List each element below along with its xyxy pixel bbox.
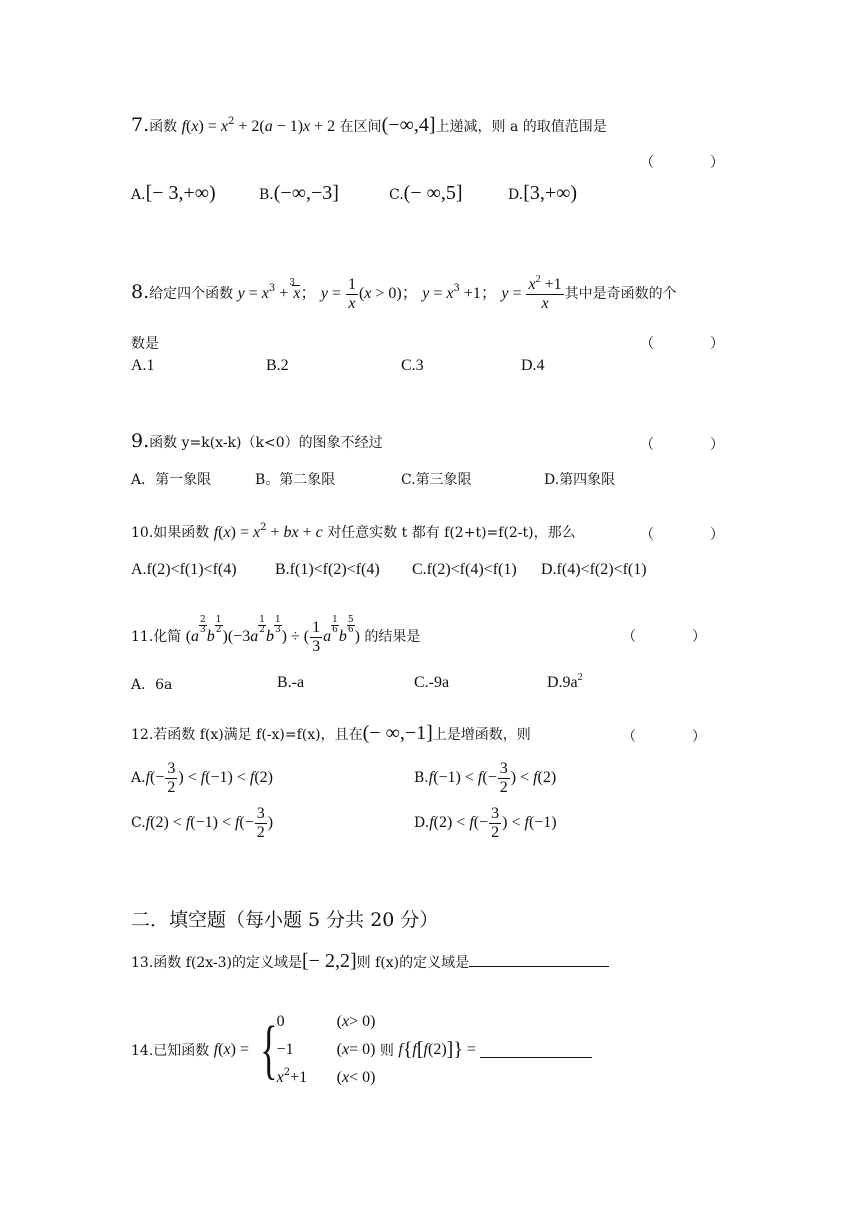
piecewise-brace: { <box>260 1013 278 1086</box>
q13-interval: [− 2,2] <box>302 950 357 972</box>
q11-answer-paren: （ ） <box>622 629 706 645</box>
q14-answer-blank[interactable] <box>480 1043 592 1058</box>
q7-answer-paren: （ ） <box>640 155 724 171</box>
section-2-title: 二．填空题（每小题 5 分共 20 分） <box>131 909 439 931</box>
q12-option-a: A.f(− $\frac{3}{2}$ ) < f(−1) < f(2) <box>131 760 273 796</box>
question-10: 10.如果函数 $f(x) = x^2$ + bx + c 对任意实数 t 都有 f(2+t)=f(2-t)，那么 <box>131 522 576 541</box>
question-8: 8.给定四个函数 $y = x^3$ + 3 x； y = $\frac{1}{x}$ (x > 0)； $y = x^3 +1$； y = $\frac{x^2 +1}{x}$ 其中是奇函数的个 <box>131 274 677 312</box>
q12-answer-paren: （ ） <box>622 729 706 745</box>
q7-function-expr: f <box>181 118 187 135</box>
q12-interval: (− ∞,−1] <box>362 722 433 744</box>
question-12: 12.若函数 f(x)满足 f(-x)=f(x)，且在(− ∞,−1]上是增函数，则 <box>131 722 531 744</box>
q10-answer-paren: （ ） <box>640 527 724 543</box>
question-9: 9.函数 y=k(x-k)（k<0）的图象不经过 <box>131 430 383 452</box>
q12-option-b: B.f(−1) < f(− $\frac{3}{2}$ ) < f(2) <box>414 760 557 796</box>
question-7: 7.函数 $f(x) = x^2 + 2(a - 1)x + 2$ 在区间(−∞,4]上递减，则 a 的取值范围是 <box>131 114 607 136</box>
q7-interval: (−∞,4] <box>381 114 436 136</box>
question-13: 13.函数 f(2x-3)的定义域是[− 2,2]则 f(x)的定义域是 <box>131 950 609 973</box>
q12-option-c: C.f(2) < f(−1) < f(− $\frac{3}{2}$ ) <box>131 805 274 841</box>
piecewise-cases: 0 (x> 0) −1 (x= 0) $x^2+1$ (x< 0) <box>276 1013 376 1086</box>
question-14: 14.已知函数 f(x) = { 0 (x> 0) −1 (x= 0) $x^2+1$ (x< 0) 则 f{f[f(2)]} = <box>131 1008 592 1092</box>
q9-answer-paren: （ ） <box>640 437 724 453</box>
q13-answer-blank[interactable] <box>469 952 609 967</box>
question-11: 11.化简 (a $\frac{2}{3}$ b $\frac{1}{2}$ )(−3a $\frac{1}{2}$ b $\frac{1}{3}$ ) ÷ ( $\frac{1}{3}$ a $\frac{1}{6}$ b $\frac{5}{6}$ ) 的结果是 <box>131 615 421 655</box>
q12-option-d: D.f(2) < f(− $\frac{3}{2}$ ) < f(−1) <box>414 805 557 841</box>
q8-line2: 数是 <box>131 336 159 352</box>
q8-answer-paren: （ ） <box>640 336 724 352</box>
